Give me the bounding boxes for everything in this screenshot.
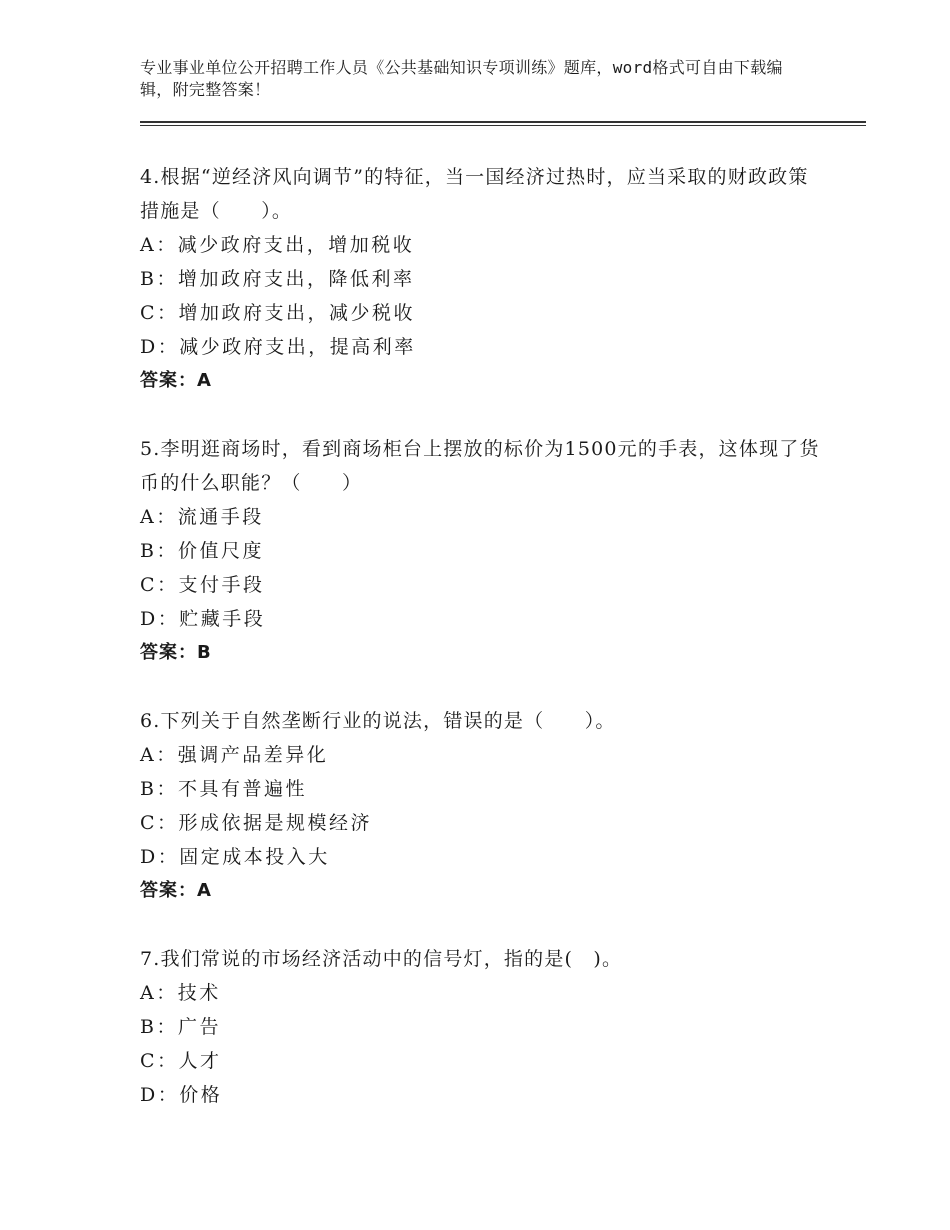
option-c: C：增加政府支出，减少税收: [140, 302, 416, 324]
option-b: B：增加政府支出，降低利率: [140, 268, 415, 290]
option-b: B：不具有普遍性: [140, 778, 307, 800]
option-c: C：人才: [140, 1050, 222, 1072]
question-stem: 4.根据“逆经济风向调节”的特征，当一国经济过热时，应当采取的财政政策措施是（ ）。: [140, 166, 809, 222]
document-header: 专业事业单位公开招聘工作人员《公共基础知识专项训练》题库，word格式可自由下载编辑，附完整答案！: [140, 58, 783, 99]
question-list: [140, 160, 820, 1146]
option-d: D：减少政府支出，提高利率: [140, 336, 416, 358]
answer-line: 答案：A: [140, 880, 212, 901]
option-a: A：强调产品差异化: [140, 744, 329, 766]
header-divider-thick: [140, 121, 866, 123]
question-stem: 7.我们常说的市场经济活动中的信号灯，指的是( )。: [140, 948, 623, 970]
option-c: C：形成依据是规模经济: [140, 812, 373, 834]
option-b: B：价值尺度: [140, 540, 264, 562]
answer-line: 答案：B: [140, 642, 212, 663]
option-c: C：支付手段: [140, 574, 265, 596]
option-a: A：减少政府支出，增加税收: [140, 234, 415, 256]
question-5: [140, 432, 820, 670]
option-d: D：贮藏手段: [140, 608, 266, 630]
question-4: [140, 160, 820, 398]
option-b: B：广告: [140, 1016, 221, 1038]
option-d: D：固定成本投入大: [140, 846, 330, 868]
option-a: A：流通手段: [140, 506, 264, 528]
question-stem: 6.下列关于自然垄断行业的说法，错误的是（ ）。: [140, 710, 616, 732]
option-a: A：技术: [140, 982, 221, 1004]
header-divider-thin: [140, 125, 866, 126]
question-6: [140, 704, 820, 908]
question-7: [140, 942, 820, 1112]
option-d: D：价格: [140, 1084, 223, 1106]
question-stem: 5.李明逛商场时，看到商场柜台上摆放的标价为1500元的手表，这体现了货币的什么职能？（ ）: [140, 438, 820, 494]
answer-line: 答案：A: [140, 370, 212, 391]
